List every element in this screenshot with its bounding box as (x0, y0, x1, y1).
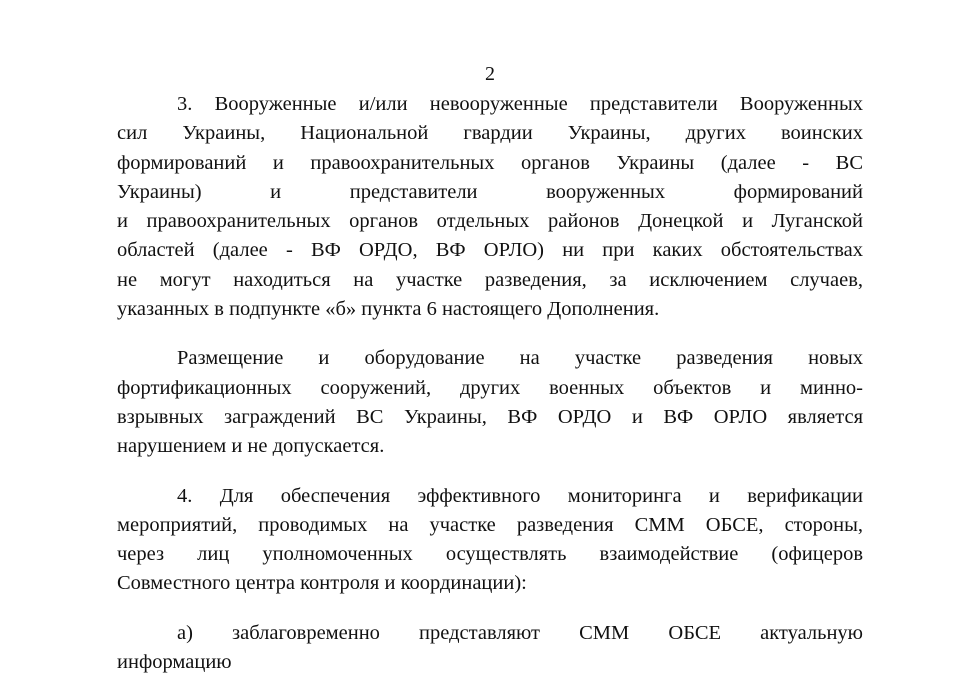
paragraph-4a (117, 619, 863, 674)
text-line: взрывных заграждений ВС Украины, ВФ ОРДО и ВФ ОРЛО является (117, 405, 863, 428)
text-line: формирований и правоохранительных органов Украины (далее - ВС (117, 151, 863, 174)
text-line: и правоохранительных органов отдельных районов Донецкой и Луганской (117, 210, 863, 233)
text-line: сил Украины, Национальной гвардии Украины, других воинских (117, 122, 863, 145)
text-line: Размещение и оборудование на участке разведения новых (177, 347, 863, 370)
paragraph-placement (117, 344, 863, 461)
text-line: мероприятий, проводимых на участке разведения СММ ОБСЕ, стороны, (117, 513, 863, 536)
text-line: 3. Вооруженные и/или невооруженные представители Вооруженных (177, 93, 863, 115)
paragraph-3 (117, 90, 863, 324)
text-line-partial: информацию (117, 651, 232, 674)
text-line: не могут находиться на участке разведения, за исключением случаев, (117, 268, 863, 291)
text-line: а) заблаговременно представляют СММ ОБСЕ актуальную (177, 621, 863, 644)
text-line: фортификационных сооружений, других военных объектов и минно- (117, 376, 863, 399)
text-line: 4. Для обеспечения эффективного мониторинга и верификации (177, 484, 863, 507)
paragraph-4 (117, 482, 863, 599)
page-number: 2 (485, 63, 495, 85)
text-line: через лиц уполномоченных осуществлять взаимодействие (офицеров (117, 543, 863, 566)
document-body (117, 90, 863, 674)
text-line: областей (далее - ВФ ОРДО, ВФ ОРЛО) ни при каких обстоятельствах (117, 239, 863, 262)
text-line: Украины) и представители вооруженных формирований (117, 180, 863, 203)
text-line: нарушением и не допускается. (117, 435, 385, 458)
text-line: Совместного центра контроля и координации): (117, 572, 527, 595)
text-line: указанных в подпункте «б» пункта 6 настоящего Дополнения. (117, 298, 660, 321)
